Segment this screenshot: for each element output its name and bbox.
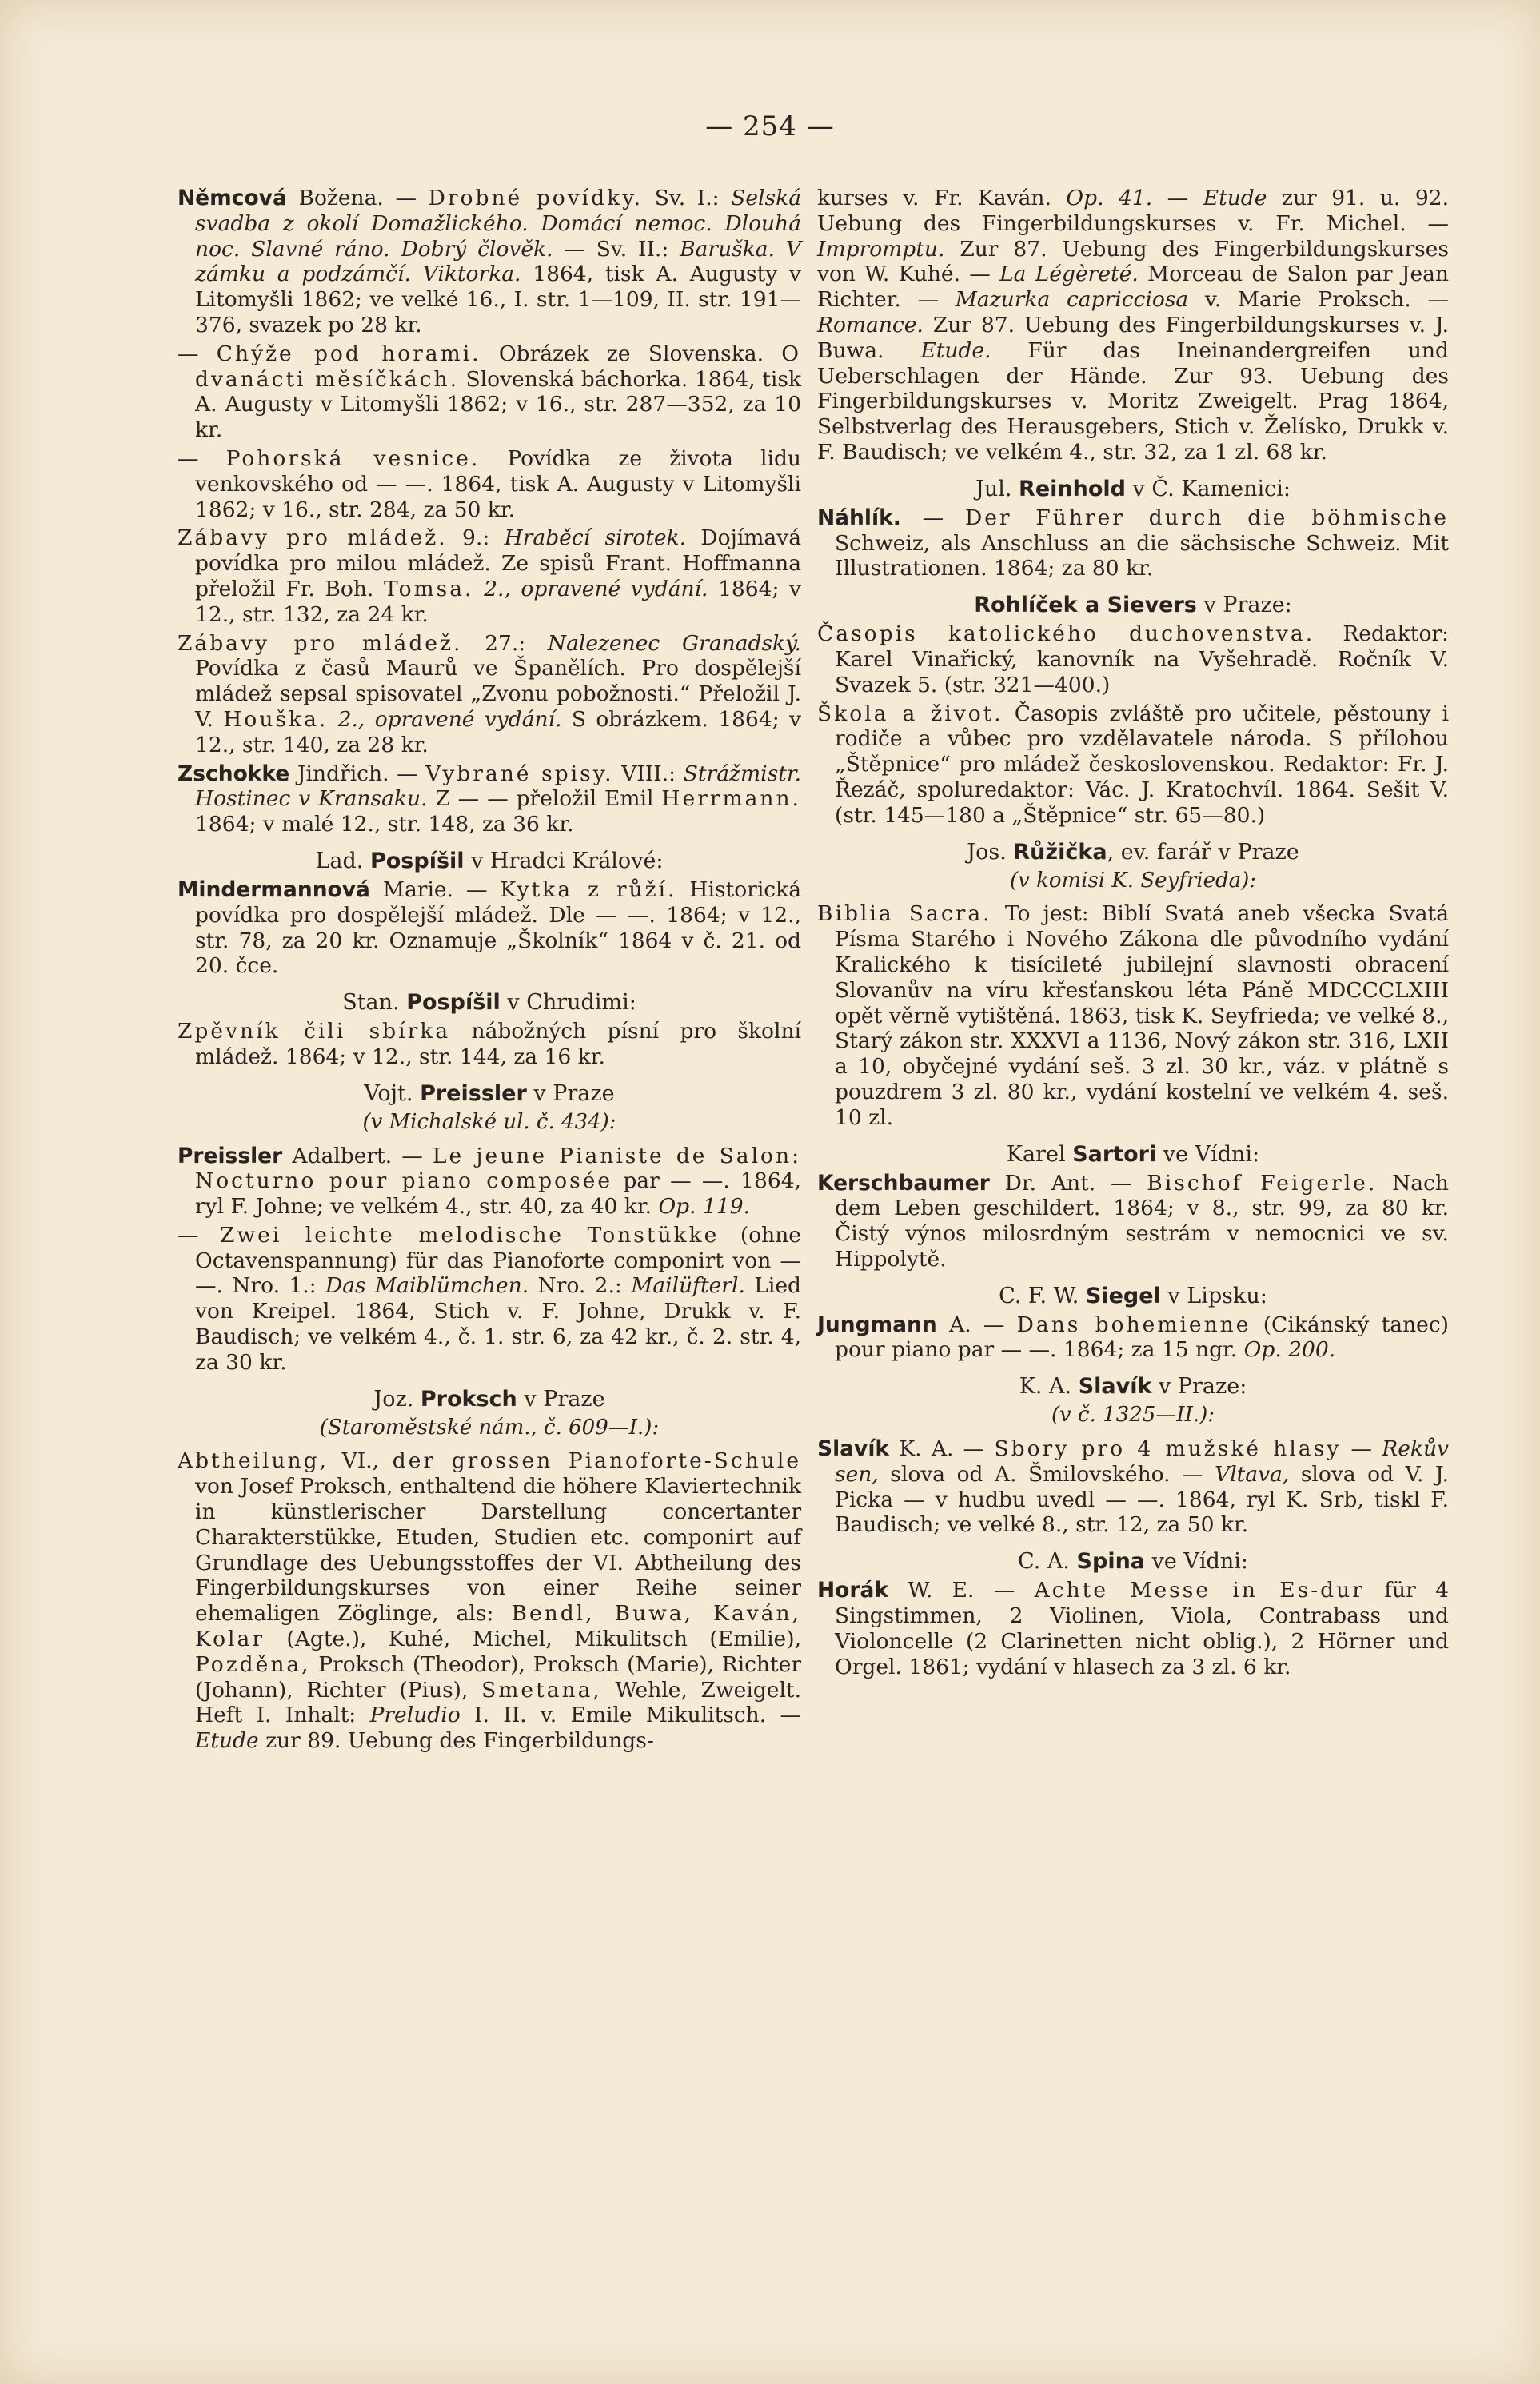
publisher-heading	[817, 1142, 1449, 1168]
entry-text: 9.:	[447, 525, 505, 551]
bibliography-entry	[178, 341, 801, 443]
publisher-heading	[178, 1081, 801, 1107]
entry-text: W. E. —	[888, 1578, 1035, 1603]
entry-title: Kytka z růží.	[500, 877, 677, 902]
publisher-prefix: C. F. W.	[999, 1283, 1086, 1308]
bibliography-entry	[178, 877, 801, 979]
entry-text: Für das Ineinandergreifen und Ueberschlagen der Hände. Zur 93. Uebung des Fingerbildungskurses v. Moritz Zweigelt. Prag 1864, Selbstverlag des Herausgebers, Stich v. Želísko, Drukk v. F. Baudisch; ve velkém 4., str. 32, za 1 zl. 68 kr.	[817, 337, 1449, 465]
entry-italic: Etude	[1203, 186, 1267, 210]
entry-text: (Cikánský tanec) pour piano par — —. 1864; za 15 ngr.	[835, 1312, 1449, 1363]
entry-italic: Baruška. V zámku a podzámčí. Viktorka.	[195, 236, 802, 287]
entry-text: —	[1341, 1436, 1382, 1462]
entry-text: K. A. —	[889, 1436, 995, 1462]
entry-text: Povídka ze života lidu venkovského od — —. 1864, tisk A. Augusty v Litomyšli 1862; v 16., str. 284, za 50 kr.	[195, 445, 801, 522]
publisher-name: Sartori	[1072, 1141, 1157, 1167]
entry-text: Dr. Ant. —	[989, 1170, 1147, 1196]
publisher-location: v Praze	[517, 1386, 605, 1412]
entry-italic: Mazurka capricciosa	[955, 287, 1189, 313]
entry-text: —	[178, 1222, 221, 1248]
entry-text: —	[178, 341, 217, 366]
publisher-name: Růžička	[1013, 839, 1107, 865]
entry-text: nábožných písní pro školní mládež. 1864; v 12., str. 144, za 16 kr.	[195, 1019, 802, 1069]
publisher-name: Preissler	[420, 1080, 527, 1106]
entry-italic: Hraběcí sirotek.	[504, 525, 687, 551]
bibliography-entry	[178, 1448, 801, 1754]
entry-italic: 2., opravené vydání.	[484, 576, 708, 601]
publisher-location: ve Vídni:	[1145, 1549, 1248, 1575]
entry-text: Redaktor: Karel Vinařický, kanovník na Vyšehradě. Ročník V. Svazek 5. (str. 321—400.)	[835, 621, 1449, 697]
entry-text: Obrázek ze Slovenska.	[481, 341, 782, 366]
entry-text: I. II. v. Emile Mikulitsch. —	[460, 1703, 801, 1728]
entry-title: Bischof Feigerle.	[1147, 1170, 1378, 1196]
publisher-location: v Č. Kamenici:	[1125, 476, 1291, 501]
bibliography-entry	[817, 1171, 1449, 1272]
bibliography-entry	[817, 701, 1449, 829]
publisher-name: Reinhold	[1019, 476, 1126, 501]
entry-title: der grossen Pianoforte-Schule	[392, 1448, 801, 1474]
entry-continuation	[817, 186, 1449, 465]
entry-text	[328, 707, 337, 732]
entry-text: A. —	[936, 1312, 1017, 1337]
entry-title: Vybrané spisy.	[425, 761, 614, 786]
entry-author: Mindermannová	[178, 877, 370, 902]
bibliography-entry	[178, 186, 801, 338]
page-number: — 254 —	[705, 110, 835, 142]
publisher-address: (v komisi K. Seyfrieda):	[1009, 868, 1257, 893]
publisher-prefix: Joz.	[373, 1386, 421, 1412]
entry-text: Zur 87. Uebung des Fingerbildungskurses v. J. Buwa.	[817, 312, 1449, 363]
publisher-prefix: Karel	[1006, 1141, 1073, 1167]
publisher-location: v Hradci Králové:	[464, 848, 664, 873]
publisher-name: Pospíšil	[369, 848, 465, 873]
entry-italic: Vltava,	[1215, 1461, 1290, 1487]
entry-text: v. Marie Proksch. —	[1188, 287, 1449, 313]
entry-text: 1864; v malé 12., str. 148, za 36 kr.	[195, 812, 574, 837]
entry-text: VI.,	[328, 1448, 393, 1474]
entry-text: To jest: Biblí Svatá aneb všecka Svatá Písma Starého i Nového Zákona dle původního vydání Kralického k tisícileté jubilejní slavnosti obracení Slovanův na víru křesťanskou léta Páně MDCCCLXIII opět věrně vytištěná. 1863, tisk K. Seyfrieda; ve velké 8., Starý zákon str. XXXVI a 1136, Nový zákon str. 316, LXII a 10, obyčejné vydání seš. 3 zl. 30 kr., váz. v plátně s pouzdrem 3 zl. 80 kr., vydání kostelní ve velkém 4. seš. 10 zl.	[835, 901, 1449, 1130]
publisher-name: Pospíšil	[406, 990, 501, 1016]
entry-title: Smetana,	[481, 1677, 602, 1703]
publisher-prefix: Jul.	[975, 476, 1019, 501]
entry-author: Němcová	[178, 186, 287, 210]
entry-text: Marie. —	[369, 877, 501, 902]
entry-text: Historická povídka pro dospělejší mládež. Dle — —. 1864; v 12., str. 78, za 20 kr. Oznamuje „Školník“ 1864 v č. 21. od 20. čce.	[195, 877, 802, 979]
entry-text: Wehle, Zweigelt. Heft I. Inhalt:	[195, 1677, 802, 1728]
publisher-name: Rohlíček a Sievers	[974, 593, 1197, 618]
publisher-heading	[178, 1387, 801, 1412]
entry-italic: La Légèreté.	[999, 262, 1139, 287]
publisher-heading	[178, 849, 801, 874]
publisher-location: v Lipsku:	[1160, 1283, 1267, 1308]
entry-title: Pozděna,	[195, 1651, 311, 1677]
entry-title: Le jeune Pianiste de Salon: Nocturno pour piano composée	[195, 1143, 801, 1194]
publisher-heading	[817, 1284, 1449, 1309]
entry-text: Lied von Kreipel. 1864, Stich v. F. Johne, Drukk v. F. Baudisch; ve velkém 4., č. 1. str. 6, za 42 kr., č. 2. str. 4, za 30 kr.	[195, 1273, 801, 1375]
entry-italic: Op. 41.	[1066, 186, 1153, 210]
entry-text: (ohne Octavenspannung) für das Pianoforte componirt von — —. Nro. 1.:	[195, 1222, 801, 1299]
publisher-name: Spina	[1076, 1549, 1146, 1575]
entry-text: slova od V. J. Picka — v hudbu uvedl — —. 1864, ryl K. Srb, tiskl F. Baudisch; ve velké 8., str. 12, za 50 kr.	[835, 1461, 1449, 1538]
entry-italic: Das Maiblümchen.	[325, 1273, 529, 1299]
bibliography-entry	[178, 761, 801, 837]
entry-text: VIII.:	[613, 761, 684, 786]
publisher-heading	[817, 477, 1449, 502]
entry-text: Jindřich. —	[289, 761, 426, 786]
publisher-heading	[817, 1549, 1449, 1575]
publisher-prefix: Lad.	[315, 848, 370, 873]
entry-author: Kerschbaumer	[817, 1170, 990, 1196]
entry-text: par — —. 1864, ryl F. Johne; ve velkém 4., str. 40, za 40 kr.	[195, 1168, 801, 1220]
entry-text	[473, 577, 484, 601]
entry-italic: Selská svadba z okolí Domažlického. Domácí nemoc. Dlouhá noc. Slavné ráno. Dobrý člověk.	[195, 186, 801, 262]
publisher-prefix: C. A.	[1018, 1549, 1077, 1575]
entry-author: Náhlík.	[817, 505, 901, 530]
entry-italic: Op. 119.	[658, 1194, 750, 1220]
publisher-location: v Praze:	[1151, 1374, 1247, 1400]
publisher-heading	[817, 1374, 1449, 1400]
entry-text: 27.:	[462, 630, 548, 656]
entry-italic: Rekův sen,	[835, 1436, 1449, 1487]
left-column	[178, 186, 801, 1757]
entry-italic: Mailüfterl.	[631, 1273, 745, 1299]
entry-text: —	[178, 445, 226, 471]
publisher-location: v Chrudimi:	[500, 990, 636, 1016]
entry-text: Schweiz, als Anschluss an die sächsische Schweiz. Mit Illustrationen. 1864; za 80 kr.	[835, 530, 1449, 581]
entry-title: Biblia Sacra.	[817, 901, 992, 927]
entry-italic: Preludio	[369, 1703, 461, 1728]
entry-title: Achte Messe in Es-dur	[1034, 1578, 1365, 1603]
publisher-address: (Staroměstské nám., č. 609—I.):	[319, 1415, 660, 1440]
entry-title: Sbory pro 4 mužské hlasy	[994, 1436, 1342, 1462]
bibliography-entry	[178, 1019, 801, 1070]
publisher-address: (v Michalské ul. č. 434):	[362, 1109, 616, 1134]
entry-text: (Agte.), Kuhé, Michel, Mikulitsch (Emilie),	[264, 1627, 801, 1652]
entry-title: Časopis katolického duchovenstva.	[817, 621, 1315, 647]
bibliography-entry	[817, 901, 1449, 1130]
entry-title: Zpěvník čili sbírka	[178, 1019, 451, 1044]
entry-text: Povídka z časů Maurů ve Španělích. Pro dospělejší mládež sepsal spisovatel „Zvonu pobožnosti.“ Přeložil J. V.	[195, 656, 801, 732]
entry-italic: 2., opravené vydání.	[337, 706, 562, 732]
entry-title: Zwei leichte melodische Tonstükke	[220, 1222, 720, 1248]
publisher-location: , ev. farář v Praze	[1107, 839, 1299, 865]
bibliography-entry	[817, 1312, 1449, 1364]
bibliography-entry	[817, 621, 1449, 697]
bibliography-entry	[178, 1144, 801, 1220]
entry-title: Tomsa.	[383, 576, 474, 601]
entry-text: slova od A. Šmilovského. —	[878, 1461, 1215, 1487]
publisher-prefix: Stan.	[342, 990, 407, 1016]
entry-text: Sv. I.:	[643, 186, 732, 210]
entry-text: für 4 Singstimmen, 2 Violinen, Viola, Contrabass und Violoncelle (2 Clarinetten nicht oblig.), 2 Hörner und Orgel. 1861; vydání v hlasech za 3 zl. 6 kr.	[835, 1578, 1449, 1679]
entry-author: Jungmann	[817, 1312, 937, 1337]
publisher-name: Siegel	[1085, 1283, 1161, 1308]
entry-text: Nach dem Leben geschildert. 1864; v 8., str. 99, za 80 kr. Čistý výnos milosrdným sestrám v nemocnici ve sv. Hippolytě.	[835, 1170, 1449, 1272]
entry-author: Preissler	[178, 1143, 283, 1168]
entry-text: Dojímavá povídka pro milou mládež. Ze spisů Frant. Hoffmanna přeložil Fr. Boh.	[195, 525, 802, 601]
entry-title: O dvanácti měsíčkách.	[195, 341, 801, 392]
publisher-heading	[817, 593, 1449, 618]
publisher-prefix: K. A.	[1019, 1374, 1079, 1400]
entry-title: Pohorská vesnice.	[225, 445, 481, 471]
entry-text: — Sv. II.:	[553, 236, 680, 262]
publisher-heading	[817, 840, 1449, 865]
entry-text: von Josef Proksch, enthaltend die höhere Klaviertechnik in künstlerischer Darstellung concertanter Charakterstükke, Etuden, Studien etc. componirt auf Grundlage des Uebungsstoffes der VI. Abtheilung des Fingerbildungskurses von einer Reihe seiner ehemaligen Zöglinge, als:	[195, 1474, 801, 1627]
entry-title: Zábavy pro mládež.	[178, 630, 463, 656]
bibliography-entry	[178, 1223, 801, 1376]
entry-text: Morceau de Salon par Jean Richter. —	[817, 262, 1449, 313]
entry-italic: Etude	[195, 1728, 259, 1754]
bibliography-entry	[178, 631, 801, 758]
bibliography-entry	[817, 1578, 1449, 1679]
publisher-location: ve Vídni:	[1156, 1141, 1260, 1167]
publisher-name: Proksch	[420, 1386, 517, 1412]
entry-author: Slavík	[817, 1436, 890, 1462]
entry-title: Drobné povídky.	[428, 186, 644, 210]
entry-author: Horák	[817, 1578, 888, 1603]
entry-title: Abtheilung,	[178, 1448, 329, 1474]
entry-title: Bendl, Buwa, Kaván, Kolar	[195, 1601, 801, 1652]
entry-title: Der Führer durch die böhmische	[964, 505, 1449, 530]
entry-italic: Op. 200.	[1243, 1337, 1336, 1363]
entry-italic: Nalezenec Granadský.	[547, 630, 801, 656]
entry-title: Chýže pod horami.	[216, 341, 481, 366]
entry-italic: Strážmistr. Hostinec v Kransaku.	[195, 761, 801, 812]
entry-text: Adalbert. —	[282, 1143, 433, 1168]
entry-text: 1864; v 12., str. 132, za 24 kr.	[195, 576, 802, 627]
entry-text: —	[1152, 186, 1203, 210]
entry-text: —	[900, 505, 965, 530]
publisher-prefix: Jos.	[967, 839, 1014, 865]
entry-title: Zábavy pro mládež.	[178, 525, 448, 551]
entry-text: Proksch (Theodor), Proksch (Marie), Richter (Johann), Richter (Pius),	[195, 1651, 801, 1703]
bibliography-entry	[817, 505, 1449, 581]
entry-title: Škola a život.	[817, 701, 1003, 726]
entry-text: Časopis zvláště pro učitele, pěstouny i rodiče a vůbec pro vzdělavatele národa. S přílohou „Štěpnice“ pro mládež československou. Redaktor: Fr. J. Řezáč, spoluredaktor: Vác. J. Kratochvíl. 1864. Sešit V. (str. 145—180 a „Štěpnice“ str. 65—80.)	[835, 701, 1449, 828]
entry-author: Zschokke	[178, 761, 290, 786]
publisher-heading	[178, 990, 801, 1016]
bibliography-entry	[817, 1436, 1449, 1538]
entry-text: Zur 87. Uebung des Fingerbildungskurses von W. Kuhé. —	[817, 236, 1449, 287]
publisher-prefix: Vojt.	[364, 1080, 421, 1106]
entry-title: Houška.	[223, 706, 329, 732]
entry-text: Z — — přeložil Emil	[427, 786, 662, 812]
right-column	[817, 186, 1449, 1683]
bibliography-entry	[178, 446, 801, 522]
publisher-name: Slavík	[1078, 1374, 1152, 1400]
entry-italic: Impromptu.	[817, 236, 945, 262]
publisher-location: v Praze	[526, 1080, 615, 1106]
entry-text: Slovenská báchorka. 1864, tisk A. Augusty v Litomyšli 1862; v 16., str. 287—352, za 10 kr.	[195, 366, 801, 443]
publisher-address: (v č. 1325—II.):	[1051, 1403, 1215, 1428]
entry-text: zur 91. u. 92. Uebung des Fingerbildungskurses v. Fr. Michel. —	[817, 186, 1450, 236]
entry-text: zur 89. Uebung des Fingerbildungs-	[258, 1728, 654, 1754]
entry-text: Nro. 2.:	[529, 1273, 632, 1299]
bibliography-entry	[178, 525, 801, 627]
entry-text: S obrázkem. 1864; v 12., str. 140, za 28 kr.	[195, 706, 801, 757]
entry-title: Dans bohemienne	[1016, 1312, 1251, 1337]
entry-text: 1864, tisk A. Augusty v Litomyšli 1862; ve velké 16., I. str. 1—109, II. str. 191—376, svazek po 28 kr.	[195, 262, 801, 337]
entry-text: Božena. —	[286, 186, 429, 210]
publisher-location: v Praze:	[1196, 593, 1292, 618]
entry-title: Herrmann.	[661, 786, 801, 812]
entry-text: kurses v. Fr. Kaván.	[817, 186, 1067, 210]
entry-italic: Etude.	[920, 337, 991, 363]
entry-italic: Romance.	[817, 312, 924, 337]
